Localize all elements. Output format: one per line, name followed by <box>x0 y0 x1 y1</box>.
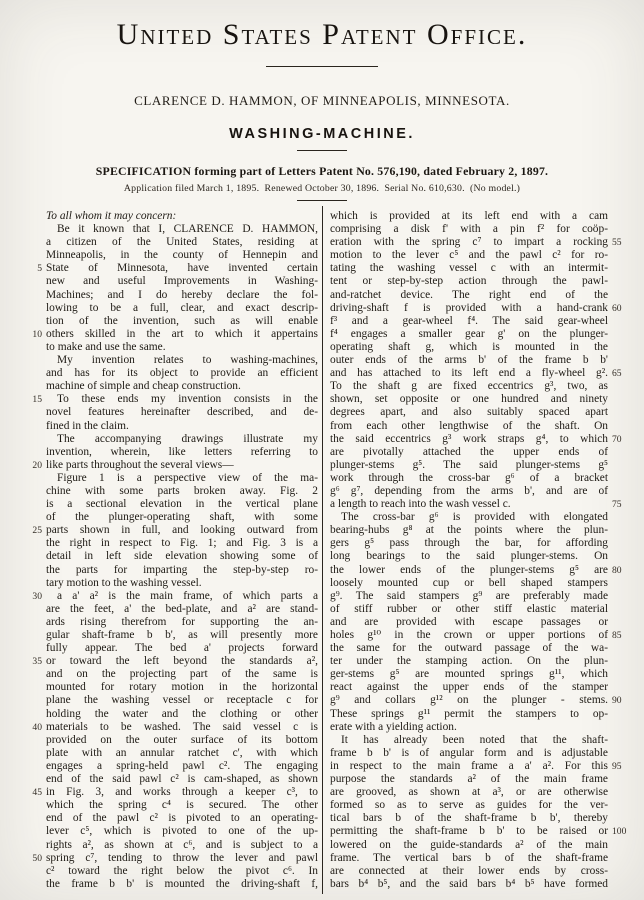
text-line: f³ and a gear-wheel f⁴. The said gear-wheel <box>330 314 608 327</box>
text-line-row <box>46 302 318 315</box>
text-line: and has attached to its left end a fly-wheel g². <box>330 367 608 380</box>
text-line: chine with some parts broken away. Fig. 2 <box>46 484 318 497</box>
text-line-row <box>32 524 318 537</box>
text-line: formed so as to serve as guides for the ver- <box>330 799 608 812</box>
line-number: 75 <box>612 499 622 511</box>
text-line-row <box>330 498 622 511</box>
text-line: react against the upper ends of the stamper <box>330 681 608 694</box>
text-line: are pivotally attached the upper ends of <box>330 445 608 458</box>
text-line: comprising a disk f' with a pin f² for coöp- <box>330 223 608 236</box>
text-line: which is provided at its left end with a cam <box>330 210 608 222</box>
text-line: the parts for imparting the step-by-step ro- <box>46 563 318 576</box>
text-line-row <box>330 747 608 760</box>
text-line-row <box>330 472 608 485</box>
text-line-row <box>330 668 608 681</box>
text-line: from each other lengthwise of the shaft. On <box>330 419 608 432</box>
text-line-row <box>46 668 318 681</box>
text-line-row <box>32 589 318 603</box>
line-number: 30 <box>32 590 42 602</box>
text-line: g⁹ and collars g¹² on the plunger - stems. <box>330 694 608 707</box>
text-line-row <box>330 341 608 354</box>
text-line: others skilled in the art to which it appertains <box>46 327 318 340</box>
text-line-row <box>330 603 608 616</box>
text-line-row <box>46 681 318 694</box>
text-line-row <box>46 406 318 419</box>
text-line-row <box>330 563 622 577</box>
text-line: bars b⁴ b⁵, and the said bars b⁴ b⁵ have formed <box>330 877 608 890</box>
text-line-row <box>330 865 608 878</box>
text-line-row <box>330 799 608 812</box>
text-line-row <box>330 485 608 498</box>
text-line-row <box>330 223 608 236</box>
text-line: f⁴ engages a smaller gear g' on the plunger- <box>330 327 608 340</box>
text-line-row <box>46 249 318 262</box>
text-line-row <box>330 759 622 773</box>
text-line: operating shaft g, which is mounted in the <box>330 340 608 353</box>
text-line: novel features hereinafter described, and de- <box>46 406 318 419</box>
text-line: a length to reach into the wash vessel c. <box>330 498 511 511</box>
text-line-row <box>37 262 318 275</box>
text-line-row <box>32 458 318 472</box>
text-line: the lower ends of the plunger-stems g⁵ are <box>330 563 608 576</box>
line-number: 25 <box>32 525 42 537</box>
text-line: driving-shaft f is provided with a hand-crank <box>330 301 608 314</box>
text-line: ger-stems g⁵ are mounted springs g¹¹, which <box>330 668 608 681</box>
text-line: the right in respect to Fig. 1; and Fig. 3 is a <box>46 537 318 550</box>
text-line: plunger-stems g⁵. The said plunger-stems g⁵ <box>330 458 608 471</box>
line-number: 90 <box>612 695 622 707</box>
text-line-row <box>46 799 318 812</box>
text-line-row <box>330 734 608 747</box>
text-line: which the spring c⁴ is secured. The other <box>46 799 318 812</box>
text-line: parts shown in full, and looking outward from <box>46 524 318 537</box>
text-line-row <box>46 498 318 511</box>
text-line-row <box>46 446 318 459</box>
text-line-row <box>330 655 608 668</box>
title-divider <box>266 66 378 67</box>
text-line-row <box>330 629 622 642</box>
text-line-row <box>330 367 622 380</box>
text-line: motion to the lever c⁵ and the pawl c² for ro- <box>330 249 608 262</box>
text-line: in respect to the main frame a a' a². For this <box>330 759 608 772</box>
text-line-row <box>330 459 608 472</box>
text-line-row <box>46 734 318 747</box>
text-line-row <box>32 720 318 734</box>
line-number: 45 <box>32 787 42 799</box>
text-line: frame b b' is of angular form and is adjustable <box>330 746 608 759</box>
line-number: 70 <box>612 433 622 445</box>
text-line-row <box>46 694 318 707</box>
text-line-row <box>330 249 608 262</box>
text-line: Machines; and I do hereby declare the fol- <box>46 288 318 301</box>
text-line: My invention relates to washing-machines, <box>57 354 318 367</box>
text-line: The cross-bar g⁶ is provided with elongated <box>341 511 608 524</box>
text-line: are connected at their lower ends by cross- <box>330 864 608 877</box>
inventor-line: CLARENCE D. HAMMON, OF MINNEAPOLIS, MINNESOTA. <box>134 93 510 108</box>
text-line-row <box>32 393 318 406</box>
line-number: 5 <box>37 263 42 275</box>
text-line-row <box>46 825 318 838</box>
text-line-row <box>46 210 318 223</box>
text-line: g⁶ g⁷, depending from the arms b', and are of <box>330 484 608 497</box>
text-line-row <box>46 511 318 524</box>
text-line-row <box>46 812 318 825</box>
text-line: are the feet, a' the bed-plate, and a² are stand- <box>46 602 318 615</box>
text-line-row <box>330 852 608 865</box>
text-line-row <box>330 878 608 891</box>
invention-title-divider <box>297 150 347 151</box>
line-number: 40 <box>32 721 42 733</box>
text-line: long bearings to the said plunger-stems. On <box>330 550 608 563</box>
text-line: It has already been noted that the shaft- <box>341 733 608 746</box>
text-line-row <box>46 275 318 288</box>
column-divider <box>322 206 323 894</box>
column-left <box>32 210 318 891</box>
text-line: new and useful Improvements in Washing- <box>46 275 318 288</box>
text-line: To all whom it may concern: <box>46 210 177 222</box>
text-line: lowing to be a full, clear, and exact descrip- <box>46 301 318 314</box>
text-line: State of Minnesota, have invented certain <box>46 262 318 275</box>
text-line-row <box>32 655 318 668</box>
text-columns <box>0 210 644 894</box>
text-line-row <box>46 354 318 367</box>
text-line-row <box>46 315 318 328</box>
line-number: 55 <box>612 237 622 249</box>
column-right <box>330 210 627 891</box>
text-line-row <box>330 616 608 629</box>
text-line: in Fig. 3, and works through a keeper c³, to <box>46 786 318 799</box>
text-line: tating the washing vessel c with an intermit- <box>330 262 608 275</box>
text-line: to make and use the same. <box>46 340 166 353</box>
text-line-row <box>46 537 318 550</box>
text-line-row <box>46 367 318 380</box>
text-line: outer ends of the arms b' of the frame b b' <box>330 354 608 367</box>
text-line: like parts throughout the several views— <box>46 458 234 471</box>
text-line-row <box>330 642 608 655</box>
text-line-row <box>330 812 608 825</box>
line-number: 50 <box>32 852 42 864</box>
text-line: c² toward the right below the pivot c⁶. In <box>46 864 318 877</box>
text-line: spring c⁷, tending to throw the lever and pawl <box>46 851 318 864</box>
text-line-row <box>32 851 318 865</box>
text-line: gular shaft-frame b b', as will presently more <box>46 629 318 641</box>
line-number: 20 <box>32 459 42 471</box>
text-line-row <box>330 236 622 249</box>
text-line-row <box>46 616 318 629</box>
text-line: machine of simple and cheap construction. <box>46 380 241 393</box>
text-line: loosely mounted cup or bell shaped stampers <box>330 576 608 589</box>
text-line: tical bars b of the shaft-frame b b', thereby <box>330 812 608 825</box>
text-line-row <box>46 839 318 852</box>
line-number: 10 <box>32 328 42 340</box>
text-line-row <box>32 327 318 341</box>
text-line: engages a spring-held pawl c². The engaging <box>46 759 318 772</box>
text-line-row <box>330 681 608 694</box>
text-line: plate with an annular ratchet c', with which <box>46 746 318 759</box>
text-line: ards rising therefrom for supporting the an- <box>46 615 318 628</box>
text-line: ter under the stamping action. On the plun- <box>330 655 608 668</box>
text-line-row <box>46 564 318 577</box>
text-line: materials to be washed. The said vessel c is <box>46 720 318 733</box>
text-line: fully appear. The bed a' projects forward <box>46 642 318 655</box>
text-line-row <box>46 485 318 498</box>
text-line: gers g⁵ pass through the bar, for affording <box>330 537 608 550</box>
text-line: degrees apart, and also suitably spaced apart <box>330 406 608 419</box>
text-line: or toward the left beyond the standards a², <box>46 655 318 668</box>
text-line-row <box>46 747 318 760</box>
text-line-row <box>330 511 608 524</box>
line-number: 60 <box>612 302 622 314</box>
text-line: purpose the standards a² of the main frame <box>330 773 608 786</box>
text-line: shown, set opposite or one hundred and ninety <box>330 393 608 406</box>
text-line: rights a², as shown at c⁶, and is subject to a <box>46 838 318 851</box>
text-line-row <box>46 433 318 446</box>
text-line: are grooved, as shown at a³, or are otherwise <box>330 786 608 799</box>
text-line: lever c⁵, which is pivoted to one of the up- <box>46 825 318 838</box>
text-line-row <box>46 550 318 563</box>
text-line-row <box>330 354 608 367</box>
text-line-row <box>330 839 608 852</box>
line-number: 85 <box>612 630 622 641</box>
text-line-row <box>330 708 608 721</box>
text-line-row <box>330 432 622 446</box>
text-line: a a' a² is the main frame, of which parts a <box>57 589 318 602</box>
text-line: of the plunger-operating shaft, with some <box>46 511 318 524</box>
text-line: holding the water and the clothing or other <box>46 707 318 720</box>
text-line-row <box>46 603 318 616</box>
text-line-row <box>330 825 627 838</box>
line-number: 80 <box>612 564 622 576</box>
text-line-row <box>330 301 622 315</box>
text-line: end of the pawl c² is pivoted to an operating- <box>46 812 318 825</box>
text-line-row <box>46 420 318 433</box>
text-line-row <box>330 786 608 799</box>
text-line-row <box>46 289 318 302</box>
text-line-row <box>46 472 318 485</box>
text-line-row <box>330 550 608 563</box>
text-line-row <box>46 642 318 655</box>
text-line-row <box>46 865 318 878</box>
text-line: and has for its object to provide an efficient <box>46 367 318 380</box>
text-line-row <box>46 708 318 721</box>
text-line: mounted for rotary motion in the horizontal <box>46 681 318 694</box>
text-line: a citizen of the United States, residing at <box>46 236 318 249</box>
text-line-row <box>330 773 608 786</box>
text-line: and are provided with escape passages or <box>330 615 608 628</box>
text-line-row <box>46 223 318 236</box>
text-line-row <box>330 328 608 341</box>
line-number: 100 <box>612 826 627 838</box>
text-line-row <box>46 577 318 590</box>
text-line: tent or step-by-step action through the pawl- <box>330 275 608 288</box>
text-line: is a sectional elevation in the vertical plane <box>46 498 318 511</box>
text-line: The accompanying drawings illustrate my <box>57 432 318 445</box>
text-line-row <box>330 524 608 537</box>
text-line: and-ratchet device. The right end of the <box>330 288 608 301</box>
specification-line: SPECIFICATION forming part of Letters Patent No. 576,190, dated February 2, 1897. <box>95 164 549 178</box>
text-line: Figure 1 is a perspective view of the ma- <box>57 471 318 484</box>
text-line-row <box>330 315 608 328</box>
text-line: the said eccentrics g³ work straps g⁴, to which <box>330 432 608 445</box>
text-line: Be it known that I, CLARENCE D. HAMMON, <box>57 223 318 236</box>
text-line: lowered on the guide-standards a² of the main <box>330 838 608 851</box>
text-line-row <box>46 236 318 249</box>
text-line: the frame b b' is mounted the driving-shaft f, <box>46 877 318 890</box>
text-line-row <box>330 406 608 419</box>
application-line: Application filed March 1, 1895. Renewed October 30, 1896. Serial No. 610,630. (No model.) <box>123 183 521 194</box>
line-number: 65 <box>612 368 622 380</box>
text-line-row <box>46 878 318 891</box>
text-line-row <box>330 590 608 603</box>
section-divider <box>297 200 347 201</box>
text-line: eration with the spring c⁷ to impart a rocking <box>330 236 608 249</box>
text-line: Minneapolis, in the county of Hennepin and <box>46 249 318 262</box>
text-line-row <box>46 760 318 773</box>
text-line: holes g¹⁰ in the crown or upper portions of <box>330 629 608 641</box>
text-line-row <box>330 393 608 406</box>
text-line: plane the washing vessel or receptacle c for <box>46 694 318 707</box>
text-line-row <box>330 694 622 707</box>
text-line-row <box>46 629 318 642</box>
text-line-row <box>330 262 608 275</box>
text-line: fined in the claim. <box>46 419 129 432</box>
page-title: United States Patent Office. <box>116 18 528 51</box>
text-line: of stiff rubber or other stiff elastic material <box>330 602 608 615</box>
line-number: 15 <box>32 394 42 406</box>
text-line: erate with a yielding action. <box>330 720 457 733</box>
text-line: These springs g¹¹ permit the stampers to op- <box>330 707 608 720</box>
text-line: frame. The vertical bars b of the shaft-frame <box>330 851 608 864</box>
text-line: the same for the outward passage of the wa- <box>330 642 608 655</box>
text-line-row <box>330 275 608 288</box>
text-line: tion of the invention, such as will enable <box>46 314 318 327</box>
text-line: and on the projecting part of the same is <box>46 668 318 681</box>
text-line-row <box>46 341 318 354</box>
text-line: bearing-hubs g⁸ at the points where the plun- <box>330 524 608 537</box>
text-line-row <box>330 537 608 550</box>
text-line: detail in left side elevation showing some of <box>46 550 318 563</box>
text-line-row <box>330 577 608 590</box>
text-line-row <box>32 786 318 799</box>
text-line-row <box>46 773 318 786</box>
text-line: end of the said pawl c² is cam-shaped, as shown <box>46 773 318 786</box>
text-line-row <box>330 210 608 223</box>
text-line-row <box>330 721 608 734</box>
line-number: 35 <box>32 656 42 668</box>
text-line: work through the cross-bar g⁶ of a bracket <box>330 471 608 484</box>
text-line: To the shaft g are fixed eccentrics g³, two, as <box>330 380 608 393</box>
text-line-row <box>330 420 608 433</box>
text-line: To these ends my invention consists in the <box>57 393 318 406</box>
text-line: g⁹. The said stampers g⁹ are preferably made <box>330 589 608 602</box>
text-line: invention, wherein, like letters referring to <box>46 445 318 458</box>
text-line: tary motion to the washing vessel. <box>46 576 202 589</box>
line-number: 95 <box>612 760 622 772</box>
text-line-row <box>330 380 608 393</box>
text-line: permitting the shaft-frame b b' to be raised or <box>330 825 608 838</box>
text-line-row <box>330 446 608 459</box>
text-line-row <box>46 380 318 393</box>
text-line: provided on the outer surface of its bottom <box>46 733 318 746</box>
text-line-row <box>330 289 608 302</box>
invention-title: WASHING-MACHINE. <box>229 126 415 142</box>
